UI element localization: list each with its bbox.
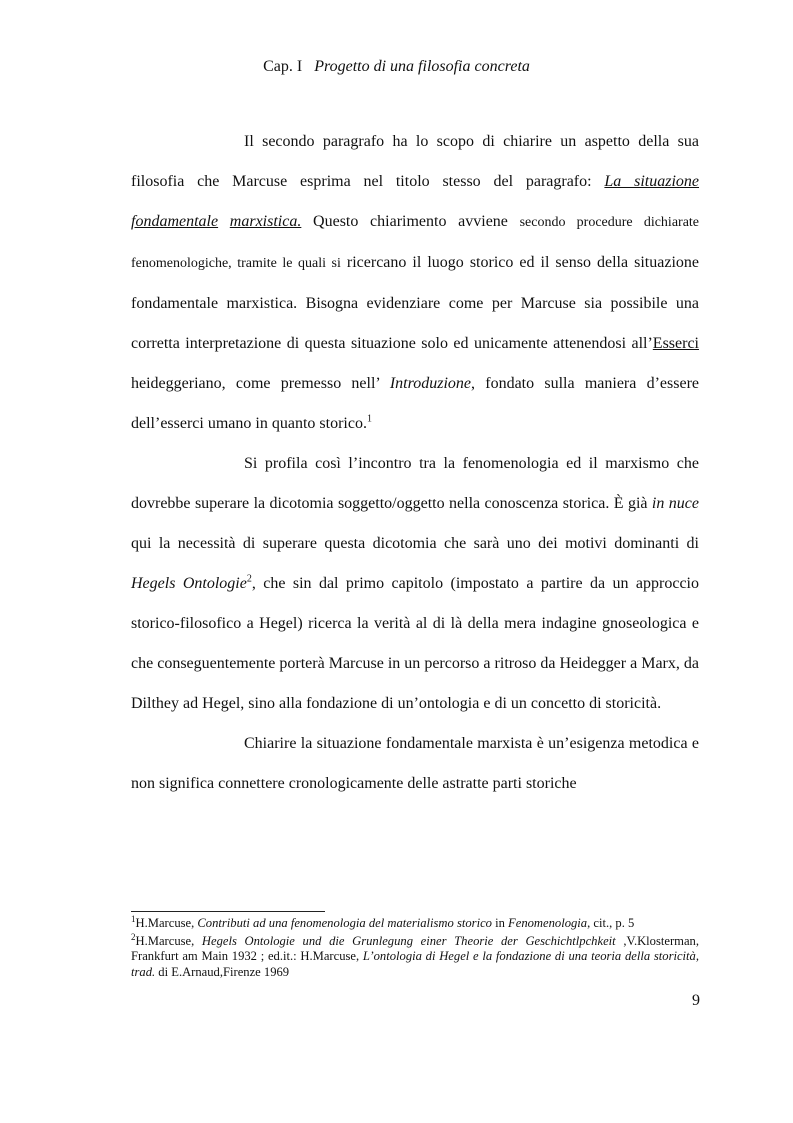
footnotes bbox=[131, 913, 700, 982]
italic-title: L’ontologia di Hegel e la fondazione di una teoria della storicità, trad. bbox=[131, 949, 700, 979]
text-run: Il secondo paragrafo ha lo scopo di chiarire un aspetto della sua filosofia che Marcuse esprima nel titolo stesso del paragrafo: bbox=[131, 133, 699, 190]
footnote-separator bbox=[131, 911, 325, 912]
chapter-label: Cap. I bbox=[263, 58, 303, 75]
chapter-title: Progetto di una filosofia concreta bbox=[314, 58, 530, 75]
text-run: , fondato sulla maniera d’essere dell’esserci umano in quanto storico. bbox=[131, 375, 699, 432]
text-run: Chiarire la situazione fondamentale marxista è un’esigenza metodica e non significa connettere cronologicamente delle astratte parti storiche bbox=[131, 735, 699, 792]
italic-title: Contributi ad una fenomenologia del materialismo storico bbox=[197, 916, 492, 930]
main-text bbox=[131, 122, 699, 804]
text-run: Questo chiarimento avviene bbox=[301, 213, 520, 230]
text-run: di E.Arnaud,Firenze 1969 bbox=[155, 964, 290, 979]
italic-title: Hegels Ontologie bbox=[131, 575, 247, 592]
text-run bbox=[218, 213, 230, 230]
text-run: in bbox=[491, 916, 509, 930]
text-run: , cit., p. 5 bbox=[587, 916, 635, 930]
underlined-term: Esserci bbox=[652, 335, 699, 352]
footnote-1 bbox=[131, 913, 699, 932]
italic-term: Introduzione bbox=[389, 375, 471, 392]
text-run: Si profila così l’incontro tra la fenomenologia ed il marxismo che dovrebbe superare la dicotomia soggetto/oggetto nella conoscenza storica. È già bbox=[131, 455, 699, 512]
section-title-ref: marxistica. bbox=[229, 213, 302, 230]
footnote-ref-2[interactable]: 2 bbox=[246, 573, 252, 585]
text-run: qui la necessità di superare questa dicotomia che sarà uno dei motivi dominanti di bbox=[131, 535, 699, 552]
footnote-number: 1 bbox=[131, 913, 136, 924]
text-run: heideggeriano, come premesso nell’ bbox=[131, 375, 390, 392]
text-run: H.Marcuse, bbox=[135, 916, 198, 930]
text-run: ,V.Klosterman, Frankfurt am Main 1932 ; ed.it.: H.Marcuse, bbox=[131, 933, 699, 963]
footnote-number: 2 bbox=[131, 931, 136, 942]
page-number: 9 bbox=[692, 992, 700, 1009]
text-run: , che sin dal primo capitolo (impostato a partire da un approccio storico-filosofico a Hegel) ricerca la verità al di là della mera indagine gnoseologica e che conseguentemente porterà Marcuse in un percorso a ritroso da Heidegger a Marx, da Dilthey ad Hegel, sino alla fondazione di un’ontologia e di un concetto di storicità. bbox=[131, 575, 700, 712]
text-run: ricercano il luogo storico ed il senso della situazione fondamentale marxistica. Bisogna evidenziare come per Marcuse sia possibile una corretta interpretazione di questa situazione solo ed unicamente attenendosi all’ bbox=[131, 254, 699, 352]
paragraph-1 bbox=[131, 122, 699, 444]
italic-term: in nuce bbox=[651, 495, 699, 512]
text-run-small: secondo procedure dichiarate fenomenologiche, tramite le quali si bbox=[131, 215, 700, 271]
footnote-2 bbox=[131, 931, 700, 981]
section-title-ref: La situazione fondamentale bbox=[131, 173, 700, 230]
running-header bbox=[0, 58, 793, 76]
italic-title: Fenomenologia bbox=[508, 916, 588, 930]
paragraph-3 bbox=[131, 724, 699, 804]
text-run: H.Marcuse, bbox=[135, 933, 202, 948]
footnote-ref-1[interactable]: 1 bbox=[366, 413, 372, 425]
italic-title: Hegels Ontologie und die Grunlegung einer Theorie der Geschichtlpchkeit bbox=[201, 933, 616, 948]
paragraph-2 bbox=[131, 444, 699, 724]
